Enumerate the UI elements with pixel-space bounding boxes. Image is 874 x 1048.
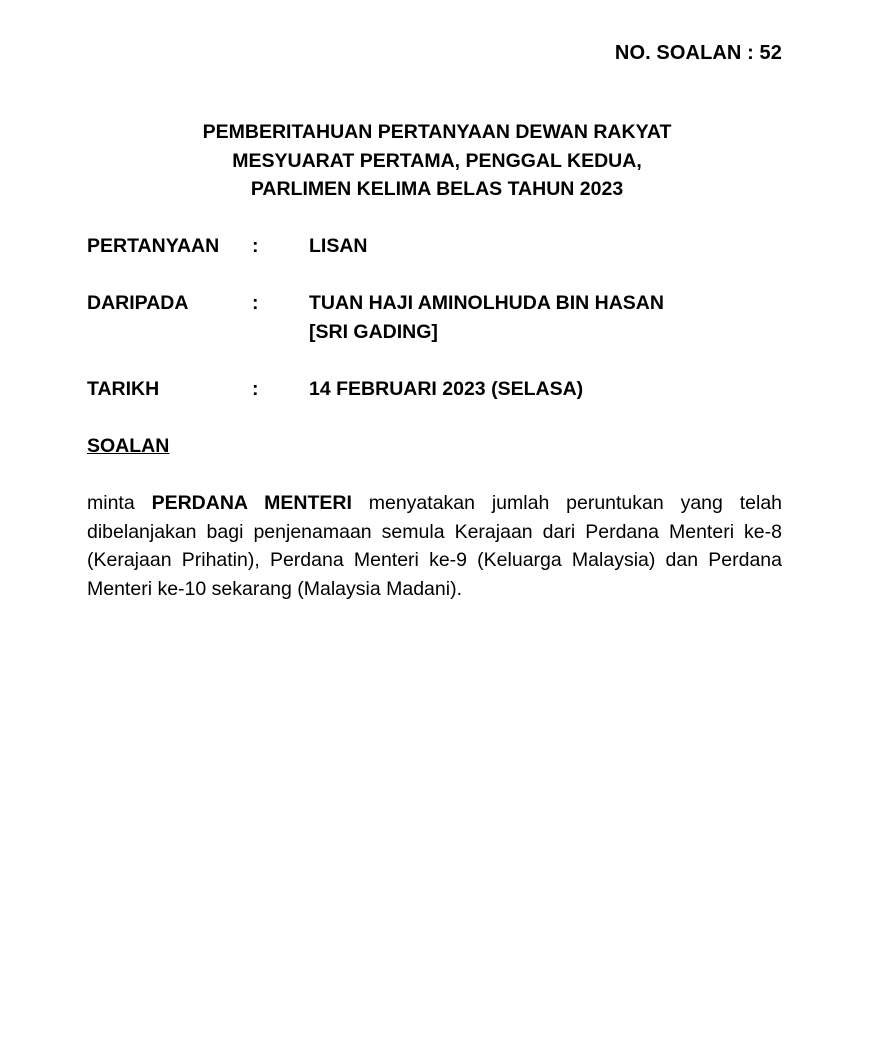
field-colon: : xyxy=(252,292,259,314)
field-label-pertanyaan: PERTANYAAN xyxy=(87,235,220,257)
field-value-tarikh: 14 FEBRUARI 2023 (SELASA) xyxy=(309,378,584,400)
question-number: NO. SOALAN : 52 xyxy=(614,42,782,64)
field-label-daripada: DARIPADA xyxy=(87,292,189,314)
question-body: menyatakan jumlah peruntukan yang telah dibelanjakan bagi penjenamaan semula Kerajaan dari Perdana Menteri ke-8 (Kerajaan Prihatin), Perdana Menteri ke-9 (Keluarga Malaysia) dan Perdana Menteri ke-10 sekarang (Malaysia Madani). xyxy=(87,492,783,601)
heading-line-2: MESYUARAT PERTAMA, PENGGAL KEDUA, xyxy=(232,149,642,172)
question-addressee: PERDANA MENTERI xyxy=(151,492,352,514)
document-heading xyxy=(0,118,874,204)
field-value-pertanyaan: LISAN xyxy=(309,235,368,257)
field-value-daripada-name: TUAN HAJI AMINOLHUDA BIN HASAN xyxy=(309,292,664,314)
field-colon: : xyxy=(252,378,259,400)
field-label-tarikh: TARIKH xyxy=(87,378,160,400)
field-value-daripada xyxy=(309,289,664,346)
field-colon: : xyxy=(252,235,259,257)
section-title-soalan: SOALAN xyxy=(87,435,170,457)
heading-line-1: PEMBERITAHUAN PERTANYAAN DEWAN RAKYAT xyxy=(202,121,672,143)
question-intro: minta xyxy=(87,492,135,514)
question-text xyxy=(87,489,782,604)
field-value-daripada-constituency: [SRI GADING] xyxy=(309,320,438,343)
heading-line-3: PARLIMEN KELIMA BELAS TAHUN 2023 xyxy=(250,178,624,200)
